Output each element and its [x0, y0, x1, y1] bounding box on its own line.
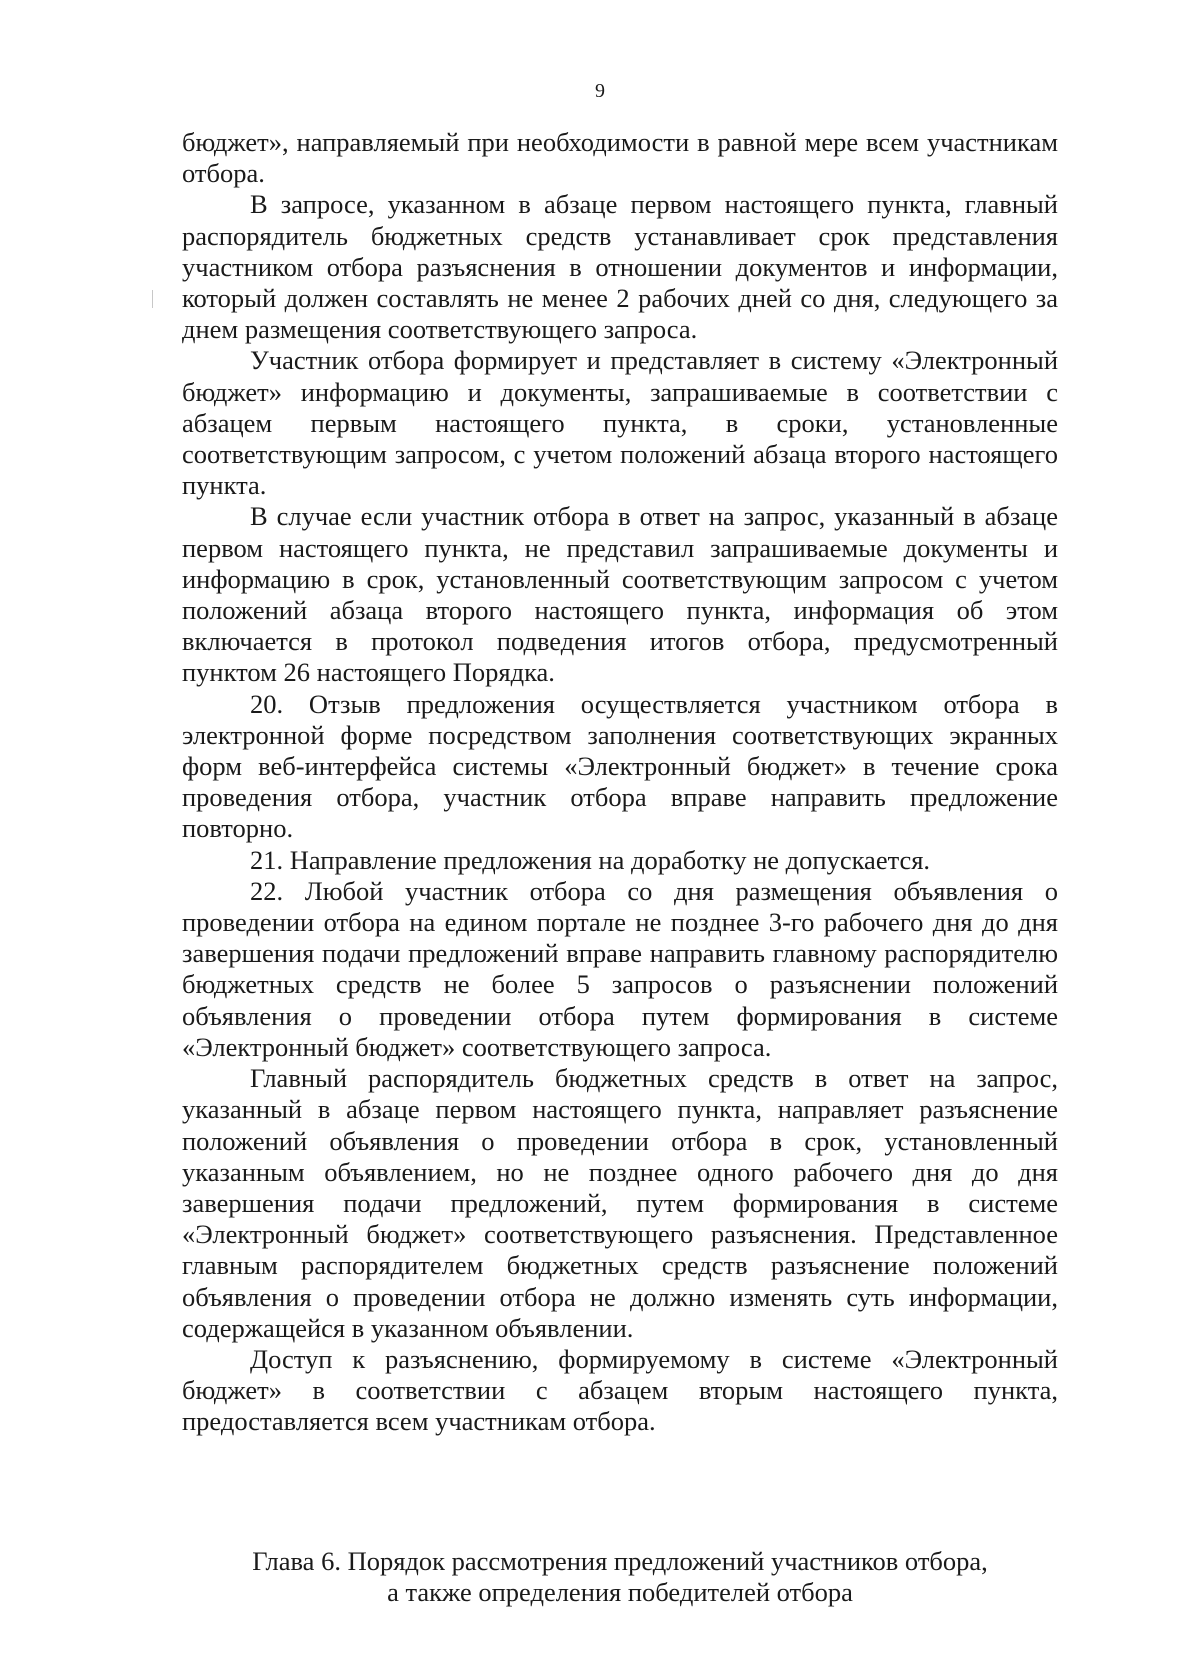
- paragraph-clarification-access: Доступ к разъяснению, формируемому в системе «Электронный бюджет» в соответствии с абзацем вторым настоящего пункта, предоставляется всем участникам отбора.: [182, 1343, 1058, 1437]
- scan-artifact-mark: [152, 290, 153, 308]
- chapter-heading: [182, 1546, 1058, 1608]
- paragraph-item-21: 21. Направление предложения на доработку не допускается.: [250, 844, 931, 875]
- paragraph-continuation: бюджет», направляемый при необходимости в равной мере всем участникам отбора.: [182, 127, 1058, 189]
- page-number: 9: [595, 80, 605, 102]
- document-body: [182, 127, 1058, 1438]
- chapter-heading-line-2: а также определения победителей отбора: [387, 1577, 853, 1608]
- paragraph-request-deadline: В запросе, указанном в абзаце первом настоящего пункта, главный распорядитель бюджетных средств устанавливает срок представления участником отбора разъяснения в отношении документов и информации, который должен составлять не менее 2 рабочих дней со дня, следующего за днем размещения соответствующего запроса.: [182, 189, 1058, 345]
- chapter-heading-line-1: Глава 6. Порядок рассмотрения предложений участников отбора,: [252, 1546, 988, 1576]
- paragraph-participant-submits: Участник отбора формирует и представляет в систему «Электронный бюджет» информацию и документы, запрашиваемые в соответствии с абзацем первым настоящего пункта, в сроки, установленные соответствующим запросом, с учетом положений абзаца второго настоящего пункта.: [182, 345, 1058, 501]
- paragraph-failure-to-submit: В случае если участник отбора в ответ на запрос, указанный в абзаце первом настоящего пункта, не представил запрашиваемые документы и информацию в срок, установленный соответствующим запросом с учетом положений абзаца второго настоящего пункта, информация об этом включается в протокол подведения итогов отбора, предусмотренный пунктом 26 настоящего Порядка.: [182, 501, 1058, 688]
- paragraph-item-20: 20. Отзыв предложения осуществляется участником отбора в электронной форме посредством заполнения соответствующих экранных форм веб-интерфейса системы «Электронный бюджет» в течение срока проведения отбора, участник отбора вправе направить предложение повторно.: [182, 688, 1058, 844]
- paragraph-clarification-response: Главный распорядитель бюджетных средств в ответ на запрос, указанный в абзаце первом настоящего пункта, направляет разъяснение положений объявления о проведении отбора в срок, установленный указанным объявлением, но не позднее одного рабочего дня до дня завершения подачи предложений, путем формирования в системе «Электронный бюджет» соответствующего разъяснения. Представленное главным распорядителем бюджетных средств разъяснение положений объявления о проведении отбора не должно изменять суть информации, содержащейся в указанном объявлении.: [182, 1063, 1058, 1343]
- paragraph-item-22: 22. Любой участник отбора со дня размещения объявления о проведении отбора на едином портале не позднее 3-го рабочего дня до дня завершения подачи предложений вправе направить главному распорядителю бюджетных средств не более 5 запросов о разъяснении положений объявления о проведении отбора путем формирования в системе «Электронный бюджет» соответствующего запроса.: [182, 875, 1058, 1062]
